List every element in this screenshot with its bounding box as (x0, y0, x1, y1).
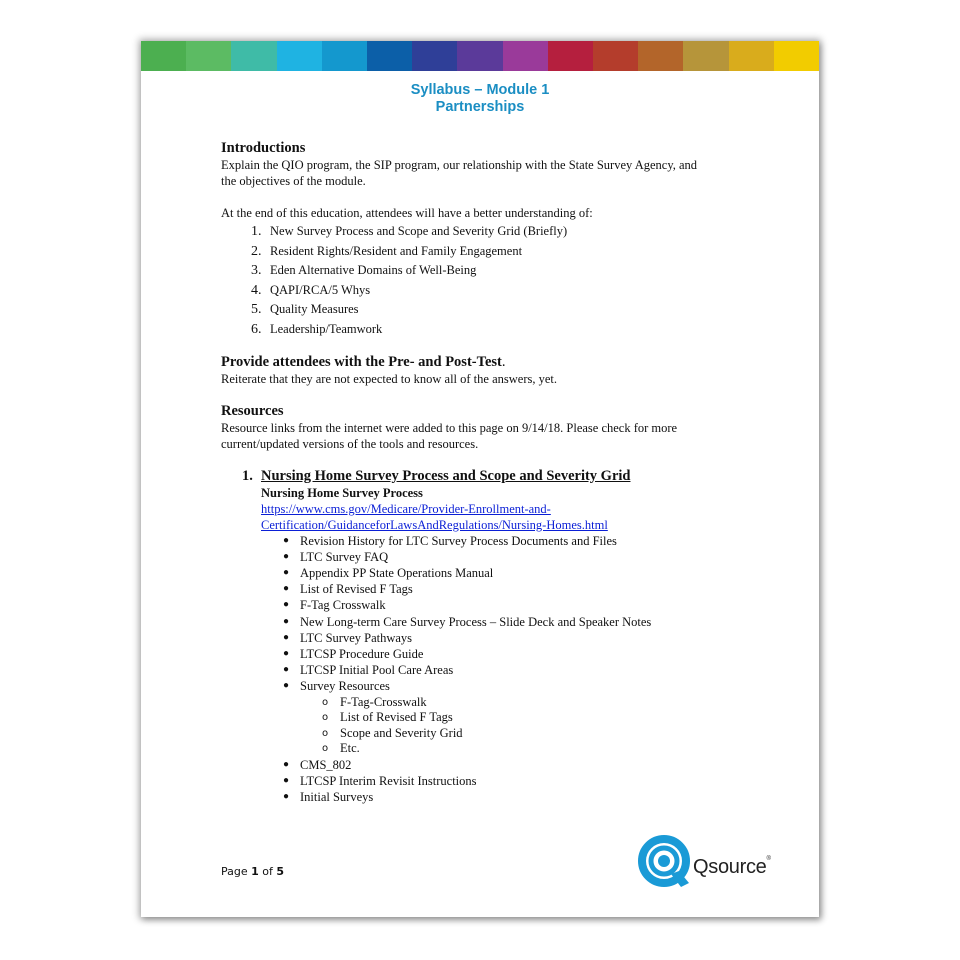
bullet-icon: ● (283, 664, 290, 676)
resource-section-heading (242, 467, 781, 485)
qsource-q-icon (637, 833, 693, 893)
list-item (283, 533, 781, 549)
qsource-wordmark (693, 856, 771, 879)
bullet-icon: ● (283, 647, 290, 659)
list-item-text: LTCSP Interim Revisit Instructions (300, 773, 477, 788)
sub-list-item (322, 710, 781, 726)
list-item-text: LTCSP Initial Pool Care Areas (300, 663, 454, 678)
cms-link-line-1[interactable]: https://www.cms.gov/Medicare/Provider-Enrollment-and- (261, 501, 551, 516)
list-item-text: LTCSP Procedure Guide (300, 646, 424, 661)
of-word: of (262, 865, 273, 878)
logo-name: Qsource (693, 856, 767, 878)
bullet-icon: ● (283, 774, 290, 786)
color-bar-segment (277, 41, 322, 71)
list-item (283, 678, 781, 756)
sub-list-item (322, 741, 781, 757)
bullet-icon: ● (283, 758, 290, 770)
resources-heading: Resources (221, 402, 284, 419)
document-page (141, 41, 819, 917)
objective-item (251, 300, 781, 320)
color-bar-segment (683, 41, 728, 71)
objective-text: Leadership/Teamwork (270, 321, 383, 336)
list-item (283, 757, 781, 773)
cms-link-line-2[interactable]: Certification/GuidanceforLawsAndRegulations/Nursing-Homes.html (261, 517, 608, 532)
list-item (283, 630, 781, 646)
circle-bullet-icon: o (322, 743, 329, 755)
color-bar-segment (503, 41, 548, 71)
list-item-text: Survey Resources (300, 679, 390, 694)
list-item-text: New Long-term Care Survey Process – Slide Deck and Speaker Notes (300, 614, 652, 629)
resource-bullet-list (261, 533, 781, 806)
list-item (283, 565, 781, 581)
sub-list-item-text: Etc. (340, 741, 360, 756)
list-item (283, 614, 781, 630)
list-item (283, 549, 781, 565)
pretest-heading-period: . (501, 353, 506, 370)
bullet-icon: ● (283, 583, 290, 595)
color-bar-segment (457, 41, 502, 71)
bullet-icon: ● (283, 615, 290, 627)
objective-text: Quality Measures (270, 302, 359, 317)
list-item (283, 773, 781, 789)
color-bar-segment (186, 41, 231, 71)
objective-item (251, 281, 781, 301)
objective-number: 3. (251, 263, 262, 279)
resource-section-body (261, 485, 781, 806)
list-item-text: Revision History for LTC Survey Process Documents and Files (300, 533, 617, 548)
document-body (221, 140, 781, 805)
resource-section-number: 1. (242, 467, 253, 484)
page-number (221, 865, 284, 878)
bullet-icon: ● (283, 680, 290, 692)
objectives-list (221, 222, 781, 340)
circle-bullet-icon: o (322, 712, 329, 724)
sub-list-item-text: List of Revised F Tags (340, 710, 453, 725)
color-bar-segment (141, 41, 186, 71)
document-title (141, 82, 819, 116)
color-bar-segment (548, 41, 593, 71)
list-item (283, 789, 781, 805)
resources-text-line-1: Resource links from the internet were added to this page on 9/14/18. Please check for more (221, 420, 678, 435)
pretest-text: Reiterate that they are not expected to know all of the answers, yet. (221, 371, 557, 386)
color-bar-segment (231, 41, 276, 71)
bullet-icon: ● (283, 791, 290, 802)
intro-text-line-2: the objectives of the module. (221, 174, 366, 188)
total-pages: 5 (276, 865, 285, 878)
registered-mark: ® (766, 856, 771, 862)
list-item (283, 597, 781, 613)
list-item-text: Appendix PP State Operations Manual (300, 565, 494, 580)
objective-text: QAPI/RCA/5 Whys (270, 282, 371, 297)
objectives-lead: At the end of this education, attendees will have a better understanding of: (221, 206, 593, 220)
color-bar-segment (774, 41, 819, 71)
bullet-icon: ● (283, 566, 290, 578)
list-item-text: Initial Surveys (300, 790, 374, 804)
circle-bullet-icon: o (322, 696, 329, 708)
header-color-bar (141, 41, 819, 71)
list-item-text: CMS_802 (300, 757, 352, 772)
objective-text: Resident Rights/Resident and Family Engagement (270, 243, 523, 258)
intro-heading: Introductions (221, 140, 306, 156)
sub-list-item (322, 694, 781, 711)
resources-text-line-2: current/updated versions of the tools and resources. (221, 436, 479, 451)
current-page: 1 (251, 865, 259, 878)
resource-subheading: Nursing Home Survey Process (261, 485, 423, 500)
list-item-text: F-Tag Crosswalk (300, 598, 386, 613)
pretest-heading-text: Provide attendees with the Pre- and Post-Test (221, 353, 502, 370)
color-bar-segment (367, 41, 412, 71)
sub-bullet-list (300, 695, 781, 757)
objective-number: 6. (251, 321, 262, 337)
bullet-icon: ● (283, 550, 290, 562)
circle-bullet-icon: o (322, 727, 329, 739)
color-bar-segment (593, 41, 638, 71)
sub-list-item (322, 725, 781, 742)
qsource-logo (637, 833, 787, 893)
objective-text: Eden Alternative Domains of Well-Being (270, 263, 477, 278)
objective-number: 5. (251, 302, 262, 318)
resource-section-title: Nursing Home Survey Process and Scope and Severity Grid (261, 467, 631, 484)
title-line: Syllabus – Module 1 (410, 82, 550, 98)
objective-item (251, 242, 781, 262)
list-item-text: LTC Survey FAQ (300, 549, 389, 564)
sub-list-item-text: F-Tag-Crosswalk (340, 694, 427, 709)
list-item-text: LTC Survey Pathways (300, 630, 413, 645)
objective-number: 2. (251, 243, 262, 259)
color-bar-segment (412, 41, 457, 71)
subtitle-line: Partnerships (435, 99, 525, 115)
objective-item (251, 261, 781, 281)
color-bar-segment (638, 41, 683, 71)
color-bar-segment (322, 41, 367, 71)
objective-number: 1. (251, 224, 262, 239)
color-bar-segment (729, 41, 774, 71)
bullet-icon: ● (283, 631, 290, 643)
objective-item (251, 222, 781, 242)
intro-text-line-1: Explain the QIO program, the SIP program, our relationship with the State Survey Agency, and (221, 158, 698, 172)
bullet-icon: ● (283, 599, 290, 611)
objective-text: New Survey Process and Scope and Severity Grid (Briefly) (270, 224, 568, 238)
list-item (283, 581, 781, 597)
pretest-heading (221, 354, 781, 371)
objective-item (251, 320, 781, 340)
objective-number: 4. (251, 282, 262, 298)
bullet-icon: ● (283, 534, 290, 546)
page-word: Page (221, 865, 248, 878)
list-item (283, 662, 781, 678)
sub-list-item-text: Scope and Severity Grid (340, 725, 463, 740)
list-item (283, 646, 781, 662)
list-item-text: List of Revised F Tags (300, 582, 413, 597)
